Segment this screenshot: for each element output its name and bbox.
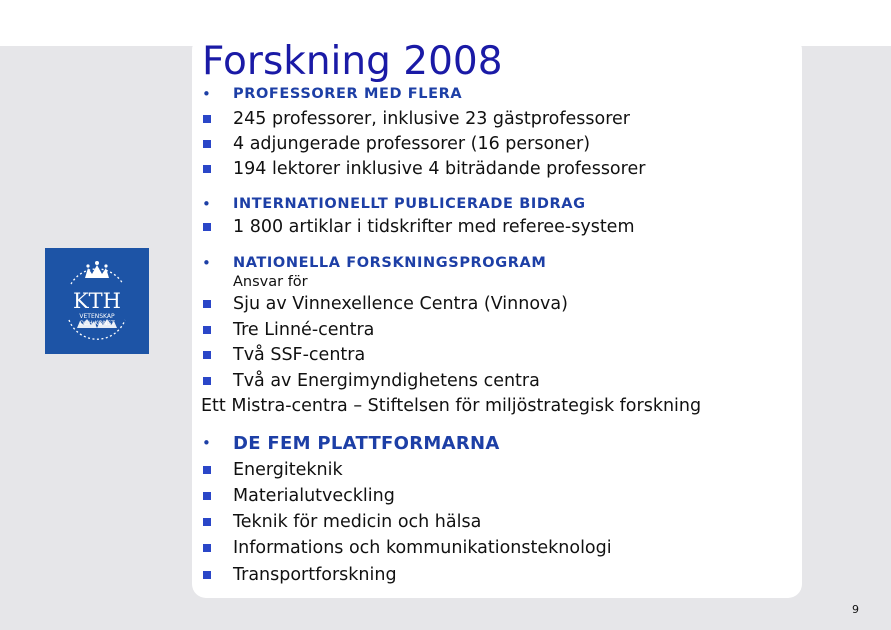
kth-logo <box>45 248 149 354</box>
bullet-dot-icon: • <box>202 84 211 103</box>
logo-text: KTH <box>72 289 122 313</box>
logo-subtext-1: VETENSKAP <box>79 313 115 320</box>
square-bullet-icon <box>203 377 211 385</box>
square-bullet-icon <box>203 223 211 231</box>
square-bullet-icon <box>203 165 211 173</box>
list-item: Energiteknik <box>201 458 343 482</box>
list-item: Teknik för medicin och hälsa <box>201 510 481 534</box>
list-item: 1 800 artiklar i tidskrifter med referee-system <box>201 215 635 239</box>
section-heading-platforms: • DE FEM PLATTFORMARNA <box>202 432 500 454</box>
square-bullet-icon <box>203 518 211 526</box>
square-bullet-icon <box>203 300 211 308</box>
list-item: 4 adjungerade professorer (16 personer) <box>201 132 590 156</box>
list-item: 194 lektorer inklusive 4 biträdande professorer <box>201 157 645 181</box>
logo-subtext-2: OCH KONST <box>79 320 115 327</box>
list-item-extra: Ett Mistra-centra – Stiftelsen för miljöstrategisk forskning <box>201 396 702 416</box>
section-heading-professors: • PROFESSORER MED FLERA <box>202 84 463 103</box>
list-item: Två av Energimyndighetens centra <box>201 369 540 393</box>
page-number: 9 <box>852 603 859 616</box>
list-item: Två SSF-centra <box>201 343 365 367</box>
list-item: Sju av Vinnexellence Centra (Vinnova) <box>201 292 568 316</box>
bullet-dot-icon: • <box>202 433 211 452</box>
section-subheading: Ansvar för <box>233 274 308 290</box>
list-item: Tre Linné-centra <box>201 318 374 342</box>
square-bullet-icon <box>203 571 211 579</box>
list-item: Transportforskning <box>201 563 397 587</box>
square-bullet-icon <box>203 492 211 500</box>
kth-logo-graphic <box>45 248 149 354</box>
slide-title: Forskning 2008 <box>202 39 503 84</box>
section-heading-publications: • INTERNATIONELLT PUBLICERADE BIDRAG <box>202 194 586 213</box>
bullet-dot-icon: • <box>202 253 211 272</box>
square-bullet-icon <box>203 115 211 123</box>
list-item: Informations och kommunikationsteknologi <box>201 536 612 560</box>
square-bullet-icon <box>203 326 211 334</box>
square-bullet-icon <box>203 466 211 474</box>
list-item: 245 professorer, inklusive 23 gästprofessorer <box>201 107 630 131</box>
section-heading-programs: • NATIONELLA FORSKNINGSPROGRAM <box>202 253 547 272</box>
square-bullet-icon <box>203 544 211 552</box>
square-bullet-icon <box>203 140 211 148</box>
list-item: Materialutveckling <box>201 484 395 508</box>
bullet-dot-icon: • <box>202 194 211 213</box>
square-bullet-icon <box>203 351 211 359</box>
